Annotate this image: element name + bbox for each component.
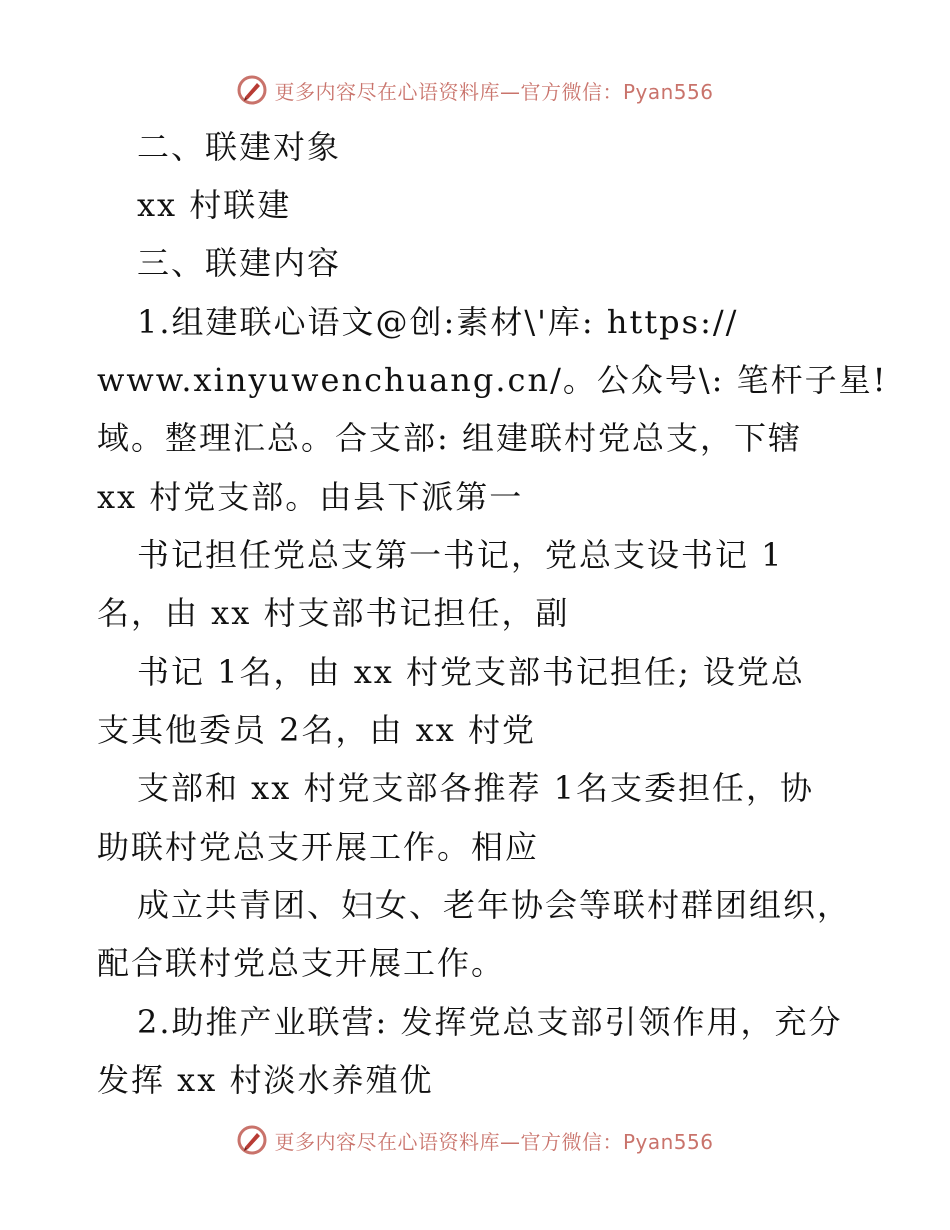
doc-line: 二、联建对象 — [137, 128, 342, 166]
doc-line: 配合联村党总支开展工作。 — [97, 944, 506, 982]
pen-logo-icon — [236, 74, 268, 106]
doc-line: 书记 1名，由 xx 村党支部书记担任; 设党总 — [137, 653, 805, 691]
footer-banner — [0, 1120, 950, 1160]
doc-line: 助联村党总支开展工作。相应 — [97, 828, 540, 866]
doc-line: 支其他委员 2名，由 xx 村党 — [97, 711, 536, 749]
doc-line: xx 村党支部。由县下派第一 — [97, 478, 524, 516]
pen-logo-icon — [236, 1124, 268, 1156]
doc-line: 支部和 xx 村党支部各推荐 1名支委担任，协 — [137, 769, 814, 807]
doc-line: 名，由 xx 村支部书记担任，副 — [97, 594, 570, 632]
doc-line: 成立共青团、妇女、老年协会等联村群团组织， — [137, 886, 852, 924]
footer-banner-text: 更多内容尽在心语资料库—官方微信：Pyan556 — [274, 1129, 714, 1154]
header-banner-text: 更多内容尽在心语资料库—官方微信：Pyan556 — [274, 79, 714, 104]
doc-line: 书记担任党总支第一书记，党总支设书记 1 — [137, 536, 784, 574]
doc-line: www.xinyuwenchuang.cn/。公众号\: 笔杆子星! — [97, 361, 888, 399]
doc-line: 2.助推产业联营: 发挥党总支部引领作用，充分 — [137, 1003, 843, 1041]
doc-line: 发挥 xx 村淡水养殖优 — [97, 1061, 434, 1099]
doc-line: 1.组建联心语文@创:素材\'库: https:// — [137, 303, 739, 341]
doc-line: 三、联建内容 — [137, 244, 342, 282]
doc-line: 域。整理汇总。合支部: 组建联村党总支，下辖 — [97, 419, 802, 457]
header-banner — [0, 70, 950, 110]
doc-line: xx 村联建 — [137, 186, 292, 224]
